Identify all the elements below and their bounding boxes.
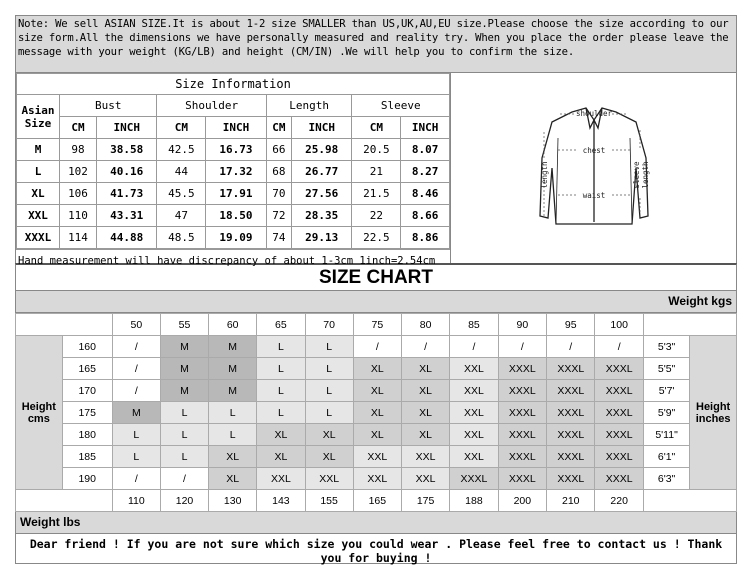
size-cell: XL — [401, 358, 449, 380]
height-inch-cell: 5'11" — [643, 424, 689, 446]
unit-header: CM — [60, 117, 97, 139]
size-info-cell: 114 — [60, 227, 97, 249]
size-info-cell: 44.88 — [97, 227, 157, 249]
size-info-cell: 25.98 — [291, 139, 351, 161]
size-info-cell: 8.66 — [401, 205, 450, 227]
size-info-row — [17, 205, 450, 227]
group-header: Sleeve — [352, 95, 450, 117]
size-cell: XXXL — [547, 380, 595, 402]
size-cell: XL — [353, 402, 401, 424]
size-info-row — [17, 183, 450, 205]
size-chart-row — [16, 380, 737, 402]
size-cell: XXXL — [595, 468, 643, 490]
size-cell: XXL — [401, 446, 449, 468]
size-cell: XXXL — [595, 380, 643, 402]
unit-header: CM — [266, 117, 291, 139]
size-cell: L — [160, 424, 208, 446]
size-cell: L — [160, 402, 208, 424]
size-cell: / — [112, 380, 160, 402]
size-chart-row — [16, 402, 737, 424]
diagram-chest-label: chest — [582, 146, 605, 155]
size-info-cell: 74 — [266, 227, 291, 249]
weight-lbs-cell: 130 — [209, 490, 257, 512]
size-cell: XL — [353, 358, 401, 380]
hand-measurement-note: Hand measurement will have discrepancy of about 1-3cm 1inch=2.54cm — [16, 249, 450, 272]
size-info-cell: 8.46 — [401, 183, 450, 205]
header-blank — [643, 314, 736, 336]
unit-header: INCH — [206, 117, 266, 139]
size-info-row — [17, 139, 450, 161]
size-info-cell: 16.73 — [206, 139, 266, 161]
height-inch-cell: 5'3" — [643, 336, 689, 358]
size-info-cell: 43.31 — [97, 205, 157, 227]
size-cell: XXXL — [498, 468, 546, 490]
size-info-cell: 38.58 — [97, 139, 157, 161]
weight-kg-header: 60 — [209, 314, 257, 336]
weight-kg-header: 55 — [160, 314, 208, 336]
size-cell: / — [112, 468, 160, 490]
header-blank — [16, 314, 113, 336]
size-cell: XXL — [353, 446, 401, 468]
size-cell: XL — [209, 468, 257, 490]
group-header: Bust — [60, 95, 157, 117]
size-label: M — [17, 139, 60, 161]
size-cell: L — [209, 424, 257, 446]
size-cell: XXXL — [595, 402, 643, 424]
size-info-cell: 42.5 — [157, 139, 206, 161]
weight-lbs-cell: 143 — [257, 490, 305, 512]
weight-lbs-cell: 110 — [112, 490, 160, 512]
size-cell: XXL — [450, 358, 498, 380]
size-info-cell: 48.5 — [157, 227, 206, 249]
size-info-cell: 106 — [60, 183, 97, 205]
weight-lbs-cell: 120 — [160, 490, 208, 512]
diagram-sleeve-length-label: length — [640, 161, 650, 189]
size-cell: M — [209, 380, 257, 402]
weight-lbs-cell: 220 — [595, 490, 643, 512]
size-cell: XL — [401, 424, 449, 446]
size-guide — [15, 15, 737, 564]
diagram-waist-label: waist — [582, 191, 605, 200]
height-cm-cell: 160 — [62, 336, 112, 358]
size-cell: / — [595, 336, 643, 358]
weight-kg-header: 100 — [595, 314, 643, 336]
size-cell: XXXL — [498, 358, 546, 380]
size-info-cell: 28.35 — [291, 205, 351, 227]
size-info-cell: 66 — [266, 139, 291, 161]
weight-kg-header: 85 — [450, 314, 498, 336]
weight-kgs-label: Weight kgs — [15, 291, 737, 313]
size-cell: M — [160, 336, 208, 358]
size-cell: L — [160, 446, 208, 468]
diagram-length-label: length — [539, 161, 549, 189]
height-cm-cell: 170 — [62, 380, 112, 402]
group-header: Length — [266, 95, 352, 117]
unit-header: INCH — [401, 117, 450, 139]
size-cell: XXL — [305, 468, 353, 490]
size-cell: XXXL — [595, 446, 643, 468]
size-cell: L — [112, 446, 160, 468]
size-info-cell: 44 — [157, 161, 206, 183]
size-chart-row — [16, 424, 737, 446]
size-info-cell: 41.73 — [97, 183, 157, 205]
size-cell: XL — [209, 446, 257, 468]
weight-lbs-cell: 200 — [498, 490, 546, 512]
size-label: L — [17, 161, 60, 183]
size-info-cell: 8.07 — [401, 139, 450, 161]
size-cell: / — [160, 468, 208, 490]
size-info-cell: 22 — [352, 205, 401, 227]
weight-kg-header: 50 — [112, 314, 160, 336]
height-cms-label: Height cms — [16, 336, 63, 490]
weight-kg-header: 90 — [498, 314, 546, 336]
size-info-cell: 27.56 — [291, 183, 351, 205]
asian-size-header: Asian Size — [17, 95, 60, 139]
weight-kg-header: 75 — [353, 314, 401, 336]
size-chart-table — [15, 313, 737, 512]
size-information-table — [16, 73, 450, 249]
size-cell: XXXL — [498, 402, 546, 424]
size-cell: L — [305, 336, 353, 358]
size-chart-row — [16, 358, 737, 380]
size-info-cell: 21.5 — [352, 183, 401, 205]
height-inch-cell: 6'1" — [643, 446, 689, 468]
weight-lbs-cell: 188 — [450, 490, 498, 512]
weight-lbs-cell: 175 — [401, 490, 449, 512]
size-cell: L — [112, 424, 160, 446]
size-cell: XL — [257, 446, 305, 468]
size-cell: XXXL — [547, 468, 595, 490]
size-info-row — [17, 161, 450, 183]
size-note: Note: We sell ASIAN SIZE.It is about 1-2 size SMALLER than US,UK,AU,EU size.Please choose the size according to our size form.All the dimensions we have personally measured and reality try. When you place the order please leave the message with your weight (KG/LB) and height (CM/IN) .We will help you to confirm the size. — [15, 15, 737, 73]
size-cell: XL — [353, 380, 401, 402]
height-cm-cell: 185 — [62, 446, 112, 468]
size-cell: XXXL — [498, 446, 546, 468]
size-info-cell: 40.16 — [97, 161, 157, 183]
size-cell: XL — [353, 424, 401, 446]
size-cell: / — [498, 336, 546, 358]
weight-lbs-cell: 210 — [547, 490, 595, 512]
size-info-cell: 8.27 — [401, 161, 450, 183]
size-cell: XL — [305, 446, 353, 468]
size-label: XXXL — [17, 227, 60, 249]
size-cell: XXL — [450, 380, 498, 402]
size-cell: XXL — [257, 468, 305, 490]
height-inch-cell: 5'7' — [643, 380, 689, 402]
size-information-panel — [16, 73, 451, 267]
group-header: Shoulder — [157, 95, 266, 117]
size-chart-row — [16, 468, 737, 490]
size-cell: / — [401, 336, 449, 358]
size-cell: XXXL — [547, 402, 595, 424]
shirt-outline-icon — [514, 98, 674, 238]
size-info-cell: 110 — [60, 205, 97, 227]
size-cell: L — [305, 402, 353, 424]
height-inch-cell: 5'5" — [643, 358, 689, 380]
height-cm-cell: 175 — [62, 402, 112, 424]
size-cell: XXXL — [547, 446, 595, 468]
size-cell: / — [353, 336, 401, 358]
size-cell: M — [160, 358, 208, 380]
size-cell: L — [305, 380, 353, 402]
size-info-cell: 22.5 — [352, 227, 401, 249]
size-info-cell: 98 — [60, 139, 97, 161]
unit-header: CM — [352, 117, 401, 139]
weight-kg-header: 80 — [401, 314, 449, 336]
size-info-cell: 18.50 — [206, 205, 266, 227]
size-info-cell: 21 — [352, 161, 401, 183]
size-info-cell: 72 — [266, 205, 291, 227]
unit-header: CM — [157, 117, 206, 139]
size-info-cell: 26.77 — [291, 161, 351, 183]
size-cell: XXXL — [498, 424, 546, 446]
shirt-diagram — [451, 73, 736, 263]
size-cell: XL — [401, 402, 449, 424]
size-info-cell: 102 — [60, 161, 97, 183]
size-info-cell: 29.13 — [291, 227, 351, 249]
size-info-cell: 20.5 — [352, 139, 401, 161]
size-cell: XXXL — [547, 358, 595, 380]
size-info-cell: 17.32 — [206, 161, 266, 183]
size-cell: XXL — [450, 446, 498, 468]
size-label: XL — [17, 183, 60, 205]
size-label: XXL — [17, 205, 60, 227]
weight-lbs-label: Weight lbs — [15, 512, 737, 534]
footer-message: Dear friend ! If you are not sure which size you could wear . Please feel free to contact us ! Thank you for buying ! — [15, 534, 737, 564]
size-info-row — [17, 227, 450, 249]
size-info-cell: 8.86 — [401, 227, 450, 249]
height-cm-cell: 165 — [62, 358, 112, 380]
height-inch-cell: 5'9" — [643, 402, 689, 424]
size-cell: L — [305, 358, 353, 380]
size-cell: M — [209, 336, 257, 358]
top-section — [15, 73, 737, 267]
size-chart-row — [16, 336, 737, 358]
unit-header: INCH — [291, 117, 351, 139]
diagram-sleeve-label: sleeve — [631, 161, 641, 189]
size-cell: / — [112, 358, 160, 380]
size-cell: M — [160, 380, 208, 402]
size-cell: M — [209, 358, 257, 380]
size-info-cell: 70 — [266, 183, 291, 205]
size-cell: / — [547, 336, 595, 358]
weight-kg-header: 95 — [547, 314, 595, 336]
height-cm-cell: 190 — [62, 468, 112, 490]
size-cell: XL — [401, 380, 449, 402]
diagram-shoulder-label: shoulder — [575, 109, 612, 118]
size-cell: / — [112, 336, 160, 358]
unit-header: INCH — [97, 117, 157, 139]
lbs-blank — [643, 490, 736, 512]
size-cell: XXXL — [595, 358, 643, 380]
size-cell: XXXL — [498, 380, 546, 402]
size-info-cell: 47 — [157, 205, 206, 227]
size-info-title: Size Information — [17, 74, 450, 95]
weight-kg-header: 65 — [257, 314, 305, 336]
size-cell: XXL — [450, 402, 498, 424]
size-cell: XL — [305, 424, 353, 446]
size-cell: / — [450, 336, 498, 358]
size-chart-title: SIZE CHART — [15, 263, 737, 291]
height-inch-cell: 6'3" — [643, 468, 689, 490]
size-cell: L — [257, 358, 305, 380]
size-cell: XXXL — [547, 424, 595, 446]
size-cell: XL — [257, 424, 305, 446]
size-cell: XXL — [401, 468, 449, 490]
height-cm-cell: 180 — [62, 424, 112, 446]
size-cell: M — [112, 402, 160, 424]
size-cell: L — [257, 380, 305, 402]
lbs-blank — [16, 490, 113, 512]
size-cell: XXXL — [450, 468, 498, 490]
size-cell: L — [257, 336, 305, 358]
size-info-cell: 17.91 — [206, 183, 266, 205]
weight-lbs-cell: 155 — [305, 490, 353, 512]
weight-kg-header: 70 — [305, 314, 353, 336]
weight-lbs-cell: 165 — [353, 490, 401, 512]
size-info-cell: 68 — [266, 161, 291, 183]
size-info-cell: 19.09 — [206, 227, 266, 249]
size-cell: XXXL — [595, 424, 643, 446]
size-cell: L — [257, 402, 305, 424]
size-cell: L — [209, 402, 257, 424]
size-chart-row — [16, 446, 737, 468]
size-cell: XXL — [353, 468, 401, 490]
height-inches-label: Height inches — [690, 336, 737, 490]
size-cell: XXL — [450, 424, 498, 446]
size-info-cell: 45.5 — [157, 183, 206, 205]
